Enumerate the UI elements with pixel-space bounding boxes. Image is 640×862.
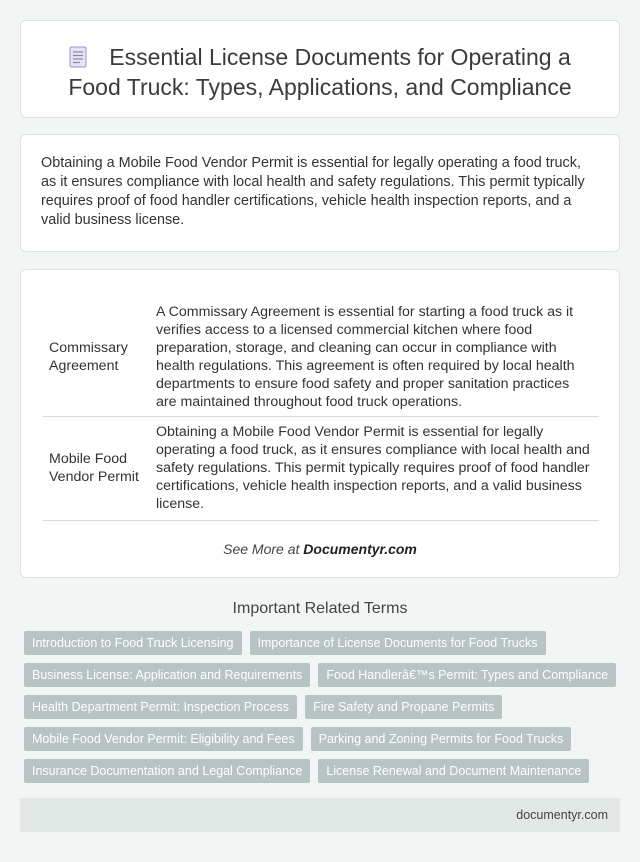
document-description: Obtaining a Mobile Food Vendor Permit is essential for legally operating a food truck, as it ensures compliance with local health and safety regulations. This permit typically requires proof of food handler certifications, vehicle health inspection reports, and a valid business license. (150, 416, 599, 520)
footer (20, 798, 620, 832)
tag-row (24, 759, 604, 783)
title-card (20, 20, 620, 118)
page-title-text: Essential License Documents for Operating a Food Truck: Types, Applications, and Compliance (68, 44, 572, 100)
related-term-tag[interactable]: Insurance Documentation and Legal Compliance (24, 759, 310, 783)
document-description: A Commissary Agreement is essential for starting a food truck as it verifies access to a licensed commercial kitchen where food preparation, storage, and cleaning can occur in compliance with health regulations. This agreement is often required by local health departments to ensure food safety and proper sanitation practices are maintained throughout food truck operations. (150, 298, 599, 416)
tag-row (24, 631, 604, 655)
document-icon (69, 46, 87, 68)
tag-row (24, 663, 609, 687)
related-term-tag[interactable]: Parking and Zoning Permits for Food Trucks (311, 727, 572, 751)
tag-row (24, 695, 604, 719)
related-terms-heading: Important Related Terms (232, 600, 408, 617)
related-term-tag[interactable]: Food Handlerâ€™s Permit: Types and Compliance (318, 663, 616, 687)
related-term-tag[interactable]: Fire Safety and Propane Permits (305, 695, 502, 719)
related-term-tag[interactable]: Business License: Application and Requirements (24, 663, 310, 687)
related-term-tag[interactable]: Mobile Food Vendor Permit: Eligibility and Fees (24, 727, 303, 751)
documents-table (43, 298, 599, 521)
related-term-tag[interactable]: Introduction to Food Truck Licensing (24, 631, 242, 655)
related-term-tag[interactable]: Health Department Permit: Inspection Process (24, 695, 297, 719)
see-more-site[interactable]: Documentyr.com (303, 541, 417, 557)
related-term-tag[interactable]: Importance of License Documents for Food Trucks (250, 631, 546, 655)
table-row (43, 298, 599, 416)
intro-card (20, 134, 620, 252)
related-terms-list (24, 631, 609, 791)
tag-row (24, 727, 604, 751)
document-name: Mobile Food Vendor Permit (43, 416, 150, 520)
see-more-link[interactable] (21, 541, 619, 557)
related-term-tag[interactable]: License Renewal and Document Maintenance (318, 759, 589, 783)
document-name: Commissary Agreement (43, 298, 150, 416)
documents-card (20, 269, 620, 578)
intro-paragraph: Obtaining a Mobile Food Vendor Permit is essential for legally operating a food truck, as it ensures compliance with local health and safety regulations. This permit typically requires proof of food handler certifications, vehicle health inspection reports, and a valid business license. (41, 155, 585, 228)
page-title (51, 42, 589, 102)
footer-site-link[interactable]: documentyr.com (516, 808, 608, 822)
table-row (43, 416, 599, 520)
see-more-prefix: See More at (223, 541, 300, 557)
